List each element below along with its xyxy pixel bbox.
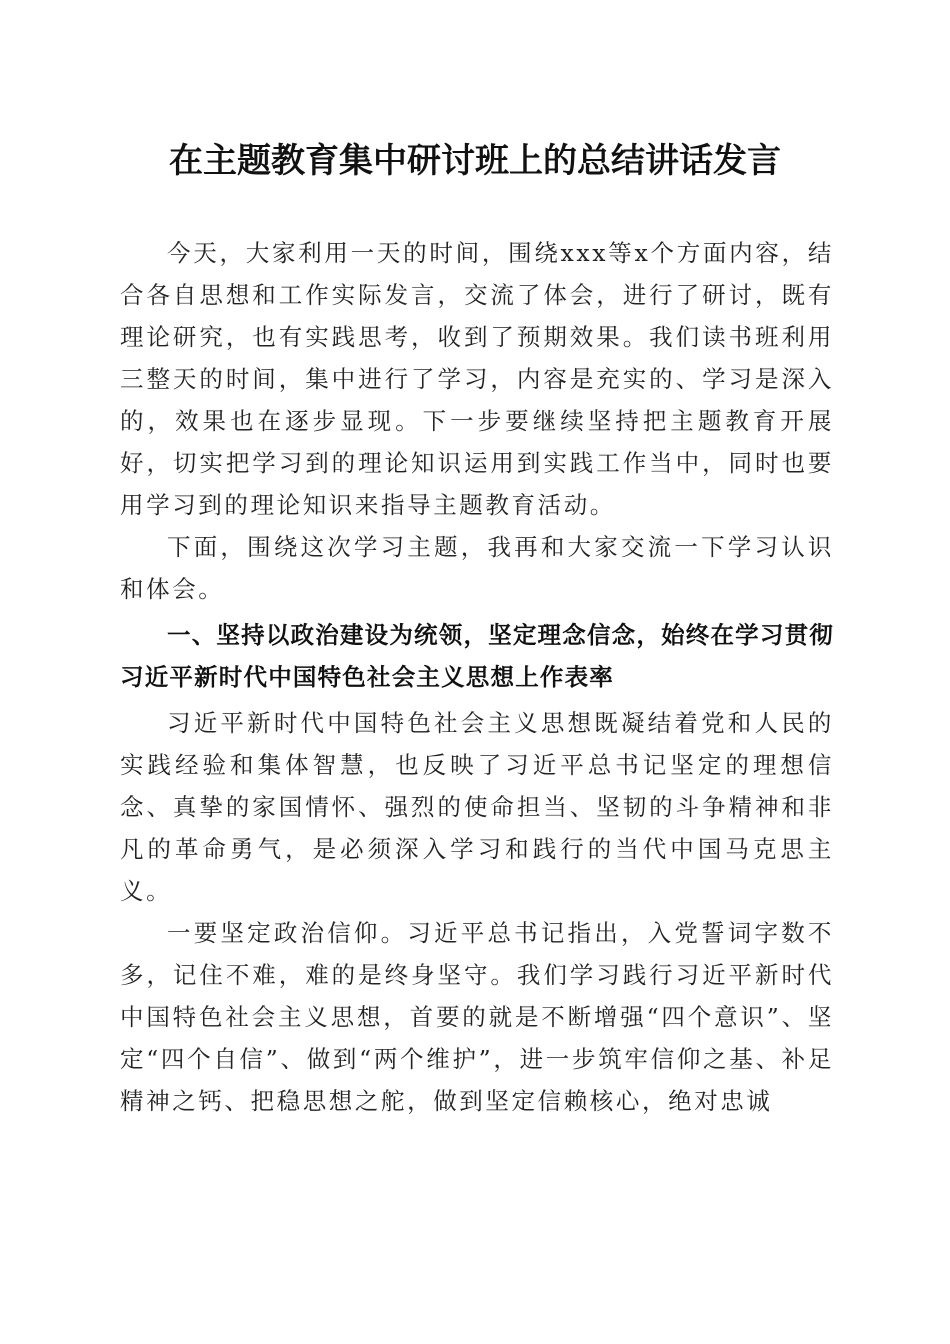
section-heading-1: 一、坚持以政治建设为统领，坚定理念信念，始终在学习贯彻习近平新时代中国特色社会主义思想上作表率 <box>120 621 834 691</box>
paragraph-transition: 下面，围绕这次学习主题，我再和大家交流一下学习认识和体会。 <box>120 533 834 603</box>
paragraph-thought-overview: 习近平新时代中国特色社会主义思想既凝结着党和人民的实践经验和集体智慧，也反映了习近平总书记坚定的理想信念、真挚的家国情怀、强烈的使命担当、坚韧的斗争精神和非凡的革命勇气，是必须深入学习和践行的当代中国马克思主义。 <box>120 709 834 905</box>
paragraph-intro: 今天，大家利用一天的时间，围绕xxx等x个方面内容，结合各自思想和工作实际发言，交流了体会，进行了研讨，既有理论研究，也有实践思考，收到了预期效果。我们读书班利用三整天的时间，集中进行了学习，内容是充实的、学习是深入的，效果也在逐步显现。下一步要继续坚持把主题教育开展好，切实把学习到的理论知识运用到实践工作当中，同时也要用学习到的理论知识来指导主题教育活动。 <box>120 239 834 519</box>
document-title: 在主题教育集中研讨班上的总结讲话发言 <box>169 141 781 181</box>
document-body <box>120 232 834 1122</box>
paragraph-political-belief: 一要坚定政治信仰。习近平总书记指出，入党誓词字数不多，记住不难，难的是终身坚守。我们学习践行习近平新时代中国特色社会主义思想，首要的就是不断增强“四个意识”、坚定“四个自信”、做到“两个维护”，进一步筑牢信仰之基、补足精神之钙、把稳思想之舵，做到坚定信赖核心，绝对忠诚 <box>120 919 834 1115</box>
